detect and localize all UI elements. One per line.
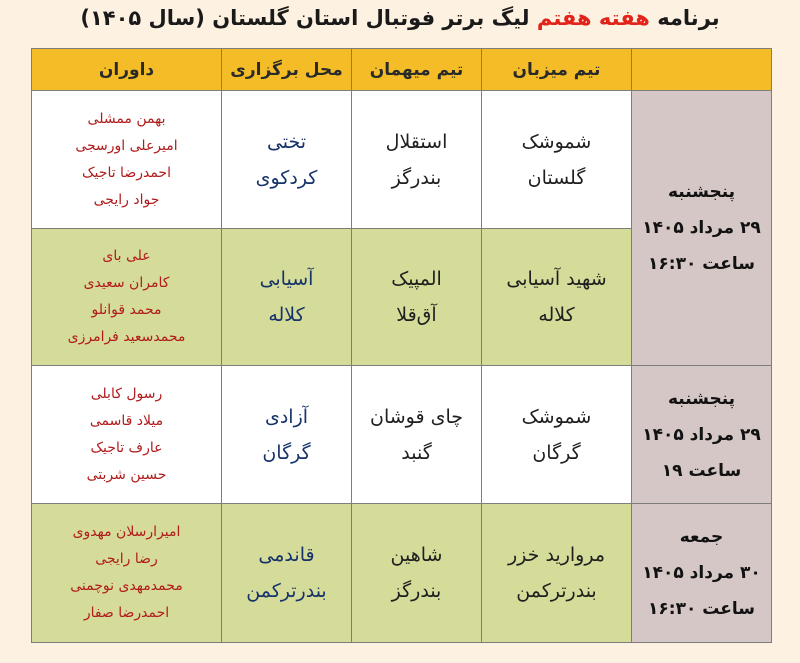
guest-team-cell: [352, 91, 482, 229]
guest-team-city: گنبد: [401, 441, 432, 464]
venue-city: کلاله: [268, 304, 305, 326]
host-team-cell: [482, 366, 632, 504]
header-host: تیم میزبان: [482, 49, 632, 91]
table-row: [32, 504, 772, 643]
date-label: ۳۰ مرداد ۱۴۰۵: [642, 563, 761, 583]
referee-name: محمد قوانلو: [91, 302, 162, 318]
referee-name: میلاد قاسمی: [89, 412, 164, 429]
host-team-name: مروارید خزر: [508, 544, 605, 566]
host-team-cell: [482, 504, 632, 643]
host-team-cell: [482, 91, 632, 229]
guest-team-city: بندرگز: [391, 166, 442, 189]
guest-team-cell: [352, 366, 482, 504]
host-team-city: گرگان: [532, 441, 581, 464]
host-team-city: گلستان: [527, 166, 586, 189]
referee-name: رسول کابلی: [90, 385, 163, 402]
header-date-blank: [632, 49, 772, 91]
header-venue: محل برگزاری: [222, 49, 352, 91]
referee-name: جواد رایجی: [93, 191, 160, 208]
day-label: جمعه: [679, 527, 724, 547]
referees-cell: [32, 229, 222, 366]
venue-city: بندرترکمن: [246, 580, 327, 602]
host-team-name: شموشک: [521, 130, 592, 153]
header-referees: داوران: [32, 49, 222, 91]
date-label: ۲۹ مرداد ۱۴۰۵: [642, 424, 761, 445]
header-guest: تیم میهمان: [352, 49, 482, 91]
title-prefix: برنامه: [657, 6, 720, 30]
referee-name: محمدسعید فرامرزی: [67, 329, 186, 345]
referee-name: بهمن ممشلی: [87, 110, 166, 127]
time-label: ساعت ۱۶:۳۰: [648, 599, 755, 619]
referee-name: عارف تاجیک: [90, 439, 163, 456]
venue-cell: [222, 504, 352, 643]
referee-name: امیرارسلان مهدوی: [72, 524, 181, 540]
guest-team-name: استقلال: [385, 130, 448, 153]
guest-team-name: المپیک: [391, 268, 442, 290]
venue-city: گرگان: [262, 441, 311, 464]
referee-name: رضا رایجی: [95, 551, 158, 567]
referee-name: حسین شربتی: [86, 466, 167, 483]
venue-cell: [222, 366, 352, 504]
referee-name: علی بای: [102, 248, 151, 264]
host-team-city: کلاله: [538, 304, 575, 326]
date-cell: [632, 504, 772, 643]
host-team-name: شهید آسیابی: [506, 268, 607, 290]
guest-team-cell: [352, 504, 482, 643]
table-row: [32, 91, 772, 229]
date-label: ۲۹ مرداد ۱۴۰۵: [642, 218, 761, 238]
venue-name: تختی: [266, 130, 307, 153]
referee-name: امیرعلی اورسجی: [75, 137, 178, 154]
referee-name: احمدرضا صفار: [83, 605, 170, 621]
venue-name: آزادی: [264, 405, 309, 428]
guest-team-city: بندرگز: [391, 580, 442, 602]
venue-cell: [222, 229, 352, 366]
guest-team-name: شاهین: [390, 544, 443, 566]
venue-cell: [222, 91, 352, 229]
time-label: ساعت ۱۶:۳۰: [648, 254, 755, 274]
venue-name: آسیابی: [259, 268, 314, 290]
day-label: پنجشنبه: [667, 388, 736, 409]
host-team-city: بندرترکمن: [516, 580, 597, 602]
title-suffix: لیگ برتر فوتبال استان گلستان (سال ۱۴۰۵): [80, 6, 530, 30]
venue-city: کردکوی: [255, 166, 318, 189]
page-title: [0, 4, 800, 32]
date-cell: [632, 91, 772, 366]
referee-name: محمدمهدی نوچمنی: [70, 578, 183, 594]
guest-team-name: چای قوشان: [369, 405, 463, 428]
header-row: [32, 49, 772, 91]
referee-name: کامران سعیدی: [83, 275, 170, 291]
schedule-table: [31, 48, 772, 643]
referees-cell: [32, 504, 222, 643]
guest-team-city: آق‌قلا: [396, 304, 437, 326]
guest-team-cell: [352, 229, 482, 366]
referee-name: احمدرضا تاجیک: [82, 164, 171, 181]
referees-cell: [32, 91, 222, 229]
host-team-name: شموشک: [521, 405, 592, 428]
host-team-cell: [482, 229, 632, 366]
table-row: [32, 366, 772, 504]
referees-cell: [32, 366, 222, 504]
venue-name: قاندمی: [258, 544, 315, 566]
time-label: ساعت ۱۹: [661, 460, 742, 481]
title-highlight: هفته هفتم: [536, 6, 650, 30]
date-cell: [632, 366, 772, 504]
day-label: پنجشنبه: [667, 182, 736, 202]
